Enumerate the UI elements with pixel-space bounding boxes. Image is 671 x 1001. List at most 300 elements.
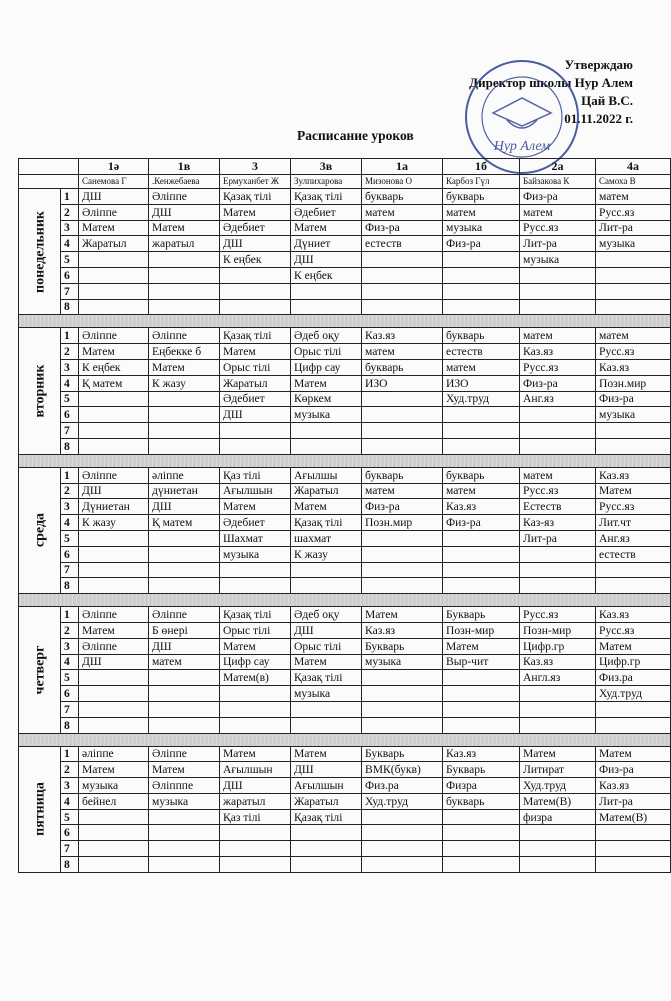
- lesson-cell: [79, 809, 149, 825]
- lesson-number: 6: [61, 825, 79, 841]
- lesson-cell: К жазу: [79, 515, 149, 531]
- lesson-cell: [443, 530, 520, 546]
- lesson-cell: Лит-ра: [520, 530, 596, 546]
- lesson-cell: Қазақ тілі: [220, 607, 291, 623]
- lesson-cell: [520, 407, 596, 423]
- lesson-row: [19, 236, 671, 252]
- lesson-cell: Букварь: [443, 607, 520, 623]
- lesson-row: [19, 607, 671, 623]
- lesson-cell: [443, 252, 520, 268]
- lesson-cell: жаратыл: [149, 236, 220, 252]
- corner-cell: [19, 175, 79, 189]
- lesson-cell: Матем: [220, 499, 291, 515]
- lesson-cell: [520, 283, 596, 299]
- lesson-cell: Ағылшын: [220, 483, 291, 499]
- lesson-cell: Анг.яз: [596, 530, 671, 546]
- lesson-row: [19, 499, 671, 515]
- lesson-cell: матем: [443, 483, 520, 499]
- lesson-cell: Лит-ра: [596, 793, 671, 809]
- lesson-cell: [443, 423, 520, 439]
- lesson-cell: [220, 562, 291, 578]
- lesson-cell: ДШ: [149, 204, 220, 220]
- lesson-row: [19, 686, 671, 702]
- lesson-cell: ДШ: [220, 778, 291, 794]
- lesson-cell: Матем: [220, 204, 291, 220]
- lesson-cell: Матем: [79, 344, 149, 360]
- lesson-row: [19, 467, 671, 483]
- lesson-cell: [291, 283, 362, 299]
- lesson-cell: Әліппе: [79, 204, 149, 220]
- lesson-cell: К жазу: [149, 375, 220, 391]
- lesson-cell: букварь: [443, 189, 520, 205]
- lesson-cell: [362, 438, 443, 454]
- lesson-cell: [362, 809, 443, 825]
- lesson-cell: Анг.яз: [520, 391, 596, 407]
- lesson-cell: [149, 407, 220, 423]
- lesson-cell: Қ матем: [149, 515, 220, 531]
- lesson-cell: [520, 857, 596, 873]
- lesson-cell: [443, 670, 520, 686]
- lesson-number: 5: [61, 391, 79, 407]
- lesson-cell: [596, 578, 671, 594]
- day-separator: [19, 315, 671, 328]
- lesson-cell: [291, 825, 362, 841]
- lesson-row: [19, 515, 671, 531]
- lesson-cell: [79, 423, 149, 439]
- lesson-cell: Физ-ра: [520, 375, 596, 391]
- lesson-cell: [596, 438, 671, 454]
- lesson-cell: [220, 423, 291, 439]
- lesson-cell: музыка: [362, 654, 443, 670]
- lesson-cell: Цифр сау: [291, 359, 362, 375]
- lesson-cell: Орыс тілі: [220, 359, 291, 375]
- lesson-cell: Матем: [291, 499, 362, 515]
- lesson-cell: Русс.яз: [520, 220, 596, 236]
- class-header-row: [19, 159, 671, 175]
- lesson-cell: Шахмат: [220, 530, 291, 546]
- lesson-cell: [79, 841, 149, 857]
- lesson-cell: [149, 701, 220, 717]
- lesson-number: 6: [61, 407, 79, 423]
- lesson-cell: [149, 391, 220, 407]
- lesson-cell: Қазақ тілі: [220, 328, 291, 344]
- lesson-cell: К еңбек: [220, 252, 291, 268]
- lesson-cell: Әдебиет: [220, 220, 291, 236]
- lesson-cell: Қаз тілі: [220, 467, 291, 483]
- lesson-cell: ДШ: [79, 654, 149, 670]
- lesson-cell: ДШ: [291, 762, 362, 778]
- lesson-cell: [149, 283, 220, 299]
- lesson-row: [19, 391, 671, 407]
- lesson-cell: Ағылшын: [291, 778, 362, 794]
- lesson-cell: ДШ: [79, 483, 149, 499]
- lesson-cell: матем: [443, 204, 520, 220]
- lesson-row: [19, 299, 671, 315]
- lesson-cell: Позн.мир: [596, 375, 671, 391]
- lesson-cell: [596, 857, 671, 873]
- lesson-number: 8: [61, 857, 79, 873]
- lesson-cell: Матем: [291, 220, 362, 236]
- lesson-cell: [520, 717, 596, 733]
- approval-line-4: 01.11.2022 г.: [564, 111, 633, 126]
- lesson-cell: [362, 530, 443, 546]
- day-name: среда: [32, 513, 47, 548]
- lesson-cell: Әліппе: [79, 328, 149, 344]
- lesson-cell: матем: [362, 204, 443, 220]
- lesson-cell: Әліппе: [79, 467, 149, 483]
- lesson-cell: [443, 841, 520, 857]
- lesson-cell: музыка: [520, 252, 596, 268]
- lesson-cell: әліппе: [149, 467, 220, 483]
- lesson-cell: [149, 686, 220, 702]
- lesson-cell: Еңбекке б: [149, 344, 220, 360]
- lesson-cell: Каз.яз: [362, 622, 443, 638]
- day-label: [19, 328, 61, 454]
- lesson-number: 2: [61, 204, 79, 220]
- lesson-cell: [362, 267, 443, 283]
- lesson-number: 8: [61, 717, 79, 733]
- lesson-cell: музыка: [291, 686, 362, 702]
- lesson-cell: букварь: [443, 328, 520, 344]
- lesson-cell: [443, 562, 520, 578]
- lesson-number: 4: [61, 236, 79, 252]
- lesson-cell: [220, 701, 291, 717]
- lesson-cell: Әліппе: [149, 189, 220, 205]
- lesson-cell: [362, 670, 443, 686]
- lesson-number: 7: [61, 701, 79, 717]
- lesson-cell: [79, 562, 149, 578]
- lesson-cell: ИЗО: [443, 375, 520, 391]
- lesson-cell: Физ-ра: [596, 391, 671, 407]
- class-header: 3в: [291, 159, 362, 175]
- lesson-cell: музыка: [79, 778, 149, 794]
- lesson-cell: Каз-яз: [520, 515, 596, 531]
- lesson-cell: ДШ: [149, 638, 220, 654]
- lesson-cell: шахмат: [291, 530, 362, 546]
- lesson-cell: букварь: [362, 189, 443, 205]
- lesson-cell: Англ.яз: [520, 670, 596, 686]
- lesson-row: [19, 778, 671, 794]
- lesson-cell: [443, 546, 520, 562]
- lesson-cell: музыка: [220, 546, 291, 562]
- lesson-row: [19, 344, 671, 360]
- lesson-cell: Физ.ра: [362, 778, 443, 794]
- lesson-cell: Каз.яз: [596, 607, 671, 623]
- lesson-row: [19, 654, 671, 670]
- lesson-cell: Естеств: [520, 499, 596, 515]
- lesson-row: [19, 220, 671, 236]
- lesson-cell: [520, 267, 596, 283]
- lesson-row: [19, 546, 671, 562]
- lesson-cell: Матем: [443, 638, 520, 654]
- lesson-cell: [596, 299, 671, 315]
- lesson-row: [19, 562, 671, 578]
- lesson-cell: Русс.яз: [520, 483, 596, 499]
- lesson-cell: Қаз тілі: [220, 809, 291, 825]
- lesson-cell: [443, 578, 520, 594]
- teacher-name: Ермуханбет Ж: [220, 175, 291, 189]
- lesson-row: [19, 762, 671, 778]
- lesson-cell: әліппе: [79, 746, 149, 762]
- lesson-row: [19, 793, 671, 809]
- lesson-row: [19, 267, 671, 283]
- teacher-name: Санемова Г: [79, 175, 149, 189]
- approval-line-1: Утверждаю: [564, 57, 633, 72]
- lesson-cell: [443, 825, 520, 841]
- lesson-row: [19, 578, 671, 594]
- day-name: четверг: [32, 645, 47, 695]
- lesson-cell: Матем: [596, 638, 671, 654]
- lesson-cell: [79, 438, 149, 454]
- lesson-cell: Матем: [520, 746, 596, 762]
- svg-text:Нур Алем: Нур Алем: [493, 139, 551, 154]
- lesson-cell: Әліпппе: [149, 778, 220, 794]
- lesson-number: 4: [61, 515, 79, 531]
- lesson-cell: [362, 686, 443, 702]
- lesson-cell: Русс.яз: [520, 359, 596, 375]
- lesson-cell: [520, 701, 596, 717]
- teacher-name: Самоха В: [596, 175, 671, 189]
- lesson-cell: Физра: [443, 778, 520, 794]
- lesson-number: 1: [61, 746, 79, 762]
- lesson-number: 1: [61, 189, 79, 205]
- lesson-number: 4: [61, 375, 79, 391]
- lesson-row: [19, 841, 671, 857]
- lesson-cell: [443, 299, 520, 315]
- lesson-cell: Каз.яз: [520, 654, 596, 670]
- lesson-cell: [520, 841, 596, 857]
- lesson-cell: [79, 701, 149, 717]
- lesson-row: [19, 530, 671, 546]
- lesson-cell: [291, 701, 362, 717]
- lesson-cell: Физ-ра: [362, 220, 443, 236]
- lesson-cell: [149, 299, 220, 315]
- lesson-cell: [443, 717, 520, 733]
- class-header: 2а: [520, 159, 596, 175]
- lesson-cell: [362, 825, 443, 841]
- class-header: 1ә: [79, 159, 149, 175]
- lesson-cell: [362, 701, 443, 717]
- lesson-cell: [149, 825, 220, 841]
- lesson-row: [19, 717, 671, 733]
- lesson-cell: естеств: [596, 546, 671, 562]
- lesson-cell: [220, 825, 291, 841]
- lesson-cell: Физ-ра: [520, 189, 596, 205]
- lesson-number: 6: [61, 686, 79, 702]
- lesson-cell: [362, 562, 443, 578]
- lesson-row: [19, 638, 671, 654]
- lesson-cell: Матем(в): [220, 670, 291, 686]
- lesson-row: [19, 809, 671, 825]
- lesson-cell: Жаратыл: [220, 375, 291, 391]
- lesson-cell: Худ.труд: [443, 391, 520, 407]
- lesson-cell: Литират: [520, 762, 596, 778]
- lesson-cell: [79, 267, 149, 283]
- lesson-cell: Қазақ тілі: [220, 189, 291, 205]
- day-name: пятница: [32, 782, 47, 837]
- lesson-number: 7: [61, 841, 79, 857]
- lesson-cell: [596, 825, 671, 841]
- lesson-row: [19, 252, 671, 268]
- lesson-cell: Позн.мир: [362, 515, 443, 531]
- schedule-table: [18, 158, 671, 873]
- lesson-cell: матем: [149, 654, 220, 670]
- lesson-cell: Физ-ра: [443, 515, 520, 531]
- lesson-cell: Цифр.гр: [596, 654, 671, 670]
- lesson-cell: [362, 546, 443, 562]
- lesson-cell: Қазақ тілі: [291, 189, 362, 205]
- separator-cell: [19, 454, 671, 467]
- lesson-cell: Каз.яз: [443, 499, 520, 515]
- lesson-number: 7: [61, 283, 79, 299]
- lesson-cell: [79, 252, 149, 268]
- lesson-number: 1: [61, 467, 79, 483]
- lesson-cell: К еңбек: [79, 359, 149, 375]
- lesson-cell: Матем: [220, 344, 291, 360]
- lesson-cell: [596, 701, 671, 717]
- lesson-cell: [149, 717, 220, 733]
- lesson-cell: матем: [520, 328, 596, 344]
- lesson-cell: [149, 530, 220, 546]
- class-header: 4а: [596, 159, 671, 175]
- teacher-name: Карбоз Гүл: [443, 175, 520, 189]
- lesson-row: [19, 746, 671, 762]
- lesson-cell: [79, 391, 149, 407]
- lesson-cell: [291, 578, 362, 594]
- lesson-cell: букварь: [443, 793, 520, 809]
- lesson-cell: [291, 438, 362, 454]
- lesson-cell: музыка: [149, 793, 220, 809]
- lesson-cell: [291, 423, 362, 439]
- lesson-cell: [362, 841, 443, 857]
- lesson-cell: Матем: [291, 654, 362, 670]
- lesson-cell: К жазу: [291, 546, 362, 562]
- lesson-cell: Худ.труд: [596, 686, 671, 702]
- lesson-cell: Орыс тілі: [220, 622, 291, 638]
- lesson-cell: [520, 423, 596, 439]
- lesson-cell: [443, 857, 520, 873]
- day-separator: [19, 594, 671, 607]
- lesson-cell: Әліппе: [79, 638, 149, 654]
- lesson-cell: Ағылшы: [291, 467, 362, 483]
- lesson-cell: Цифр сау: [220, 654, 291, 670]
- lesson-number: 2: [61, 344, 79, 360]
- lesson-cell: ВМК(букв): [362, 762, 443, 778]
- lesson-cell: [79, 686, 149, 702]
- lesson-cell: [149, 809, 220, 825]
- lesson-cell: [596, 283, 671, 299]
- lesson-cell: букварь: [362, 467, 443, 483]
- lesson-cell: Лит-ра: [520, 236, 596, 252]
- lesson-cell: [362, 252, 443, 268]
- lesson-cell: [149, 841, 220, 857]
- lesson-cell: [149, 267, 220, 283]
- lesson-cell: Қ матем: [79, 375, 149, 391]
- lesson-cell: Цифр.гр: [520, 638, 596, 654]
- lesson-cell: Қазақ тілі: [291, 809, 362, 825]
- lesson-cell: Матем(В): [596, 809, 671, 825]
- lesson-cell: [220, 267, 291, 283]
- lesson-cell: матем: [596, 328, 671, 344]
- lesson-row: [19, 283, 671, 299]
- lesson-number: 3: [61, 499, 79, 515]
- lesson-row: [19, 670, 671, 686]
- lesson-cell: [596, 562, 671, 578]
- lesson-cell: матем: [443, 359, 520, 375]
- lesson-cell: Худ.труд: [520, 778, 596, 794]
- lesson-cell: музыка: [596, 407, 671, 423]
- lesson-cell: матем: [520, 204, 596, 220]
- lesson-cell: [520, 562, 596, 578]
- lesson-cell: Матем: [291, 375, 362, 391]
- lesson-cell: матем: [596, 189, 671, 205]
- lesson-cell: естеств: [362, 236, 443, 252]
- lesson-cell: Матем(В): [520, 793, 596, 809]
- lesson-cell: [220, 578, 291, 594]
- lesson-cell: [596, 252, 671, 268]
- lesson-cell: дүниетан: [149, 483, 220, 499]
- lesson-cell: Әдебиет: [220, 391, 291, 407]
- lesson-cell: [220, 841, 291, 857]
- lesson-cell: Физ.ра: [596, 670, 671, 686]
- day-name: вторник: [32, 364, 47, 418]
- lesson-cell: [596, 717, 671, 733]
- lesson-cell: Физ-ра: [443, 236, 520, 252]
- lesson-cell: ИЗО: [362, 375, 443, 391]
- lesson-cell: [79, 670, 149, 686]
- lesson-cell: [291, 857, 362, 873]
- lesson-cell: Букварь: [443, 762, 520, 778]
- day-label: [19, 189, 61, 315]
- lesson-cell: [149, 252, 220, 268]
- lesson-cell: [149, 423, 220, 439]
- lesson-cell: [149, 546, 220, 562]
- lesson-cell: Б өнері: [149, 622, 220, 638]
- separator-cell: [19, 315, 671, 328]
- lesson-cell: [362, 717, 443, 733]
- lesson-row: [19, 204, 671, 220]
- lesson-number: 2: [61, 762, 79, 778]
- lesson-cell: [79, 530, 149, 546]
- lesson-cell: [443, 686, 520, 702]
- approval-line-3: Цай В.С.: [581, 93, 633, 108]
- lesson-cell: [220, 299, 291, 315]
- lesson-cell: [443, 283, 520, 299]
- lesson-cell: Матем: [220, 746, 291, 762]
- lesson-row: [19, 701, 671, 717]
- lesson-number: 6: [61, 546, 79, 562]
- lesson-cell: естеств: [443, 344, 520, 360]
- lesson-row: [19, 328, 671, 344]
- lesson-cell: [220, 283, 291, 299]
- lesson-cell: [149, 562, 220, 578]
- lesson-cell: музыка: [291, 407, 362, 423]
- lesson-cell: [362, 423, 443, 439]
- lesson-cell: Лит-ра: [596, 220, 671, 236]
- lesson-cell: Әдеб оқу: [291, 328, 362, 344]
- lesson-cell: Матем: [362, 607, 443, 623]
- lesson-cell: Каз.яз: [362, 328, 443, 344]
- lesson-cell: Русс.яз: [596, 204, 671, 220]
- lesson-cell: Ағылшын: [220, 762, 291, 778]
- lesson-cell: [79, 546, 149, 562]
- lesson-row: [19, 407, 671, 423]
- lesson-cell: Әліппе: [149, 328, 220, 344]
- class-header: 1в: [149, 159, 220, 175]
- lesson-cell: Жаратыл: [291, 483, 362, 499]
- lesson-cell: Каз.яз: [443, 746, 520, 762]
- lesson-row: [19, 483, 671, 499]
